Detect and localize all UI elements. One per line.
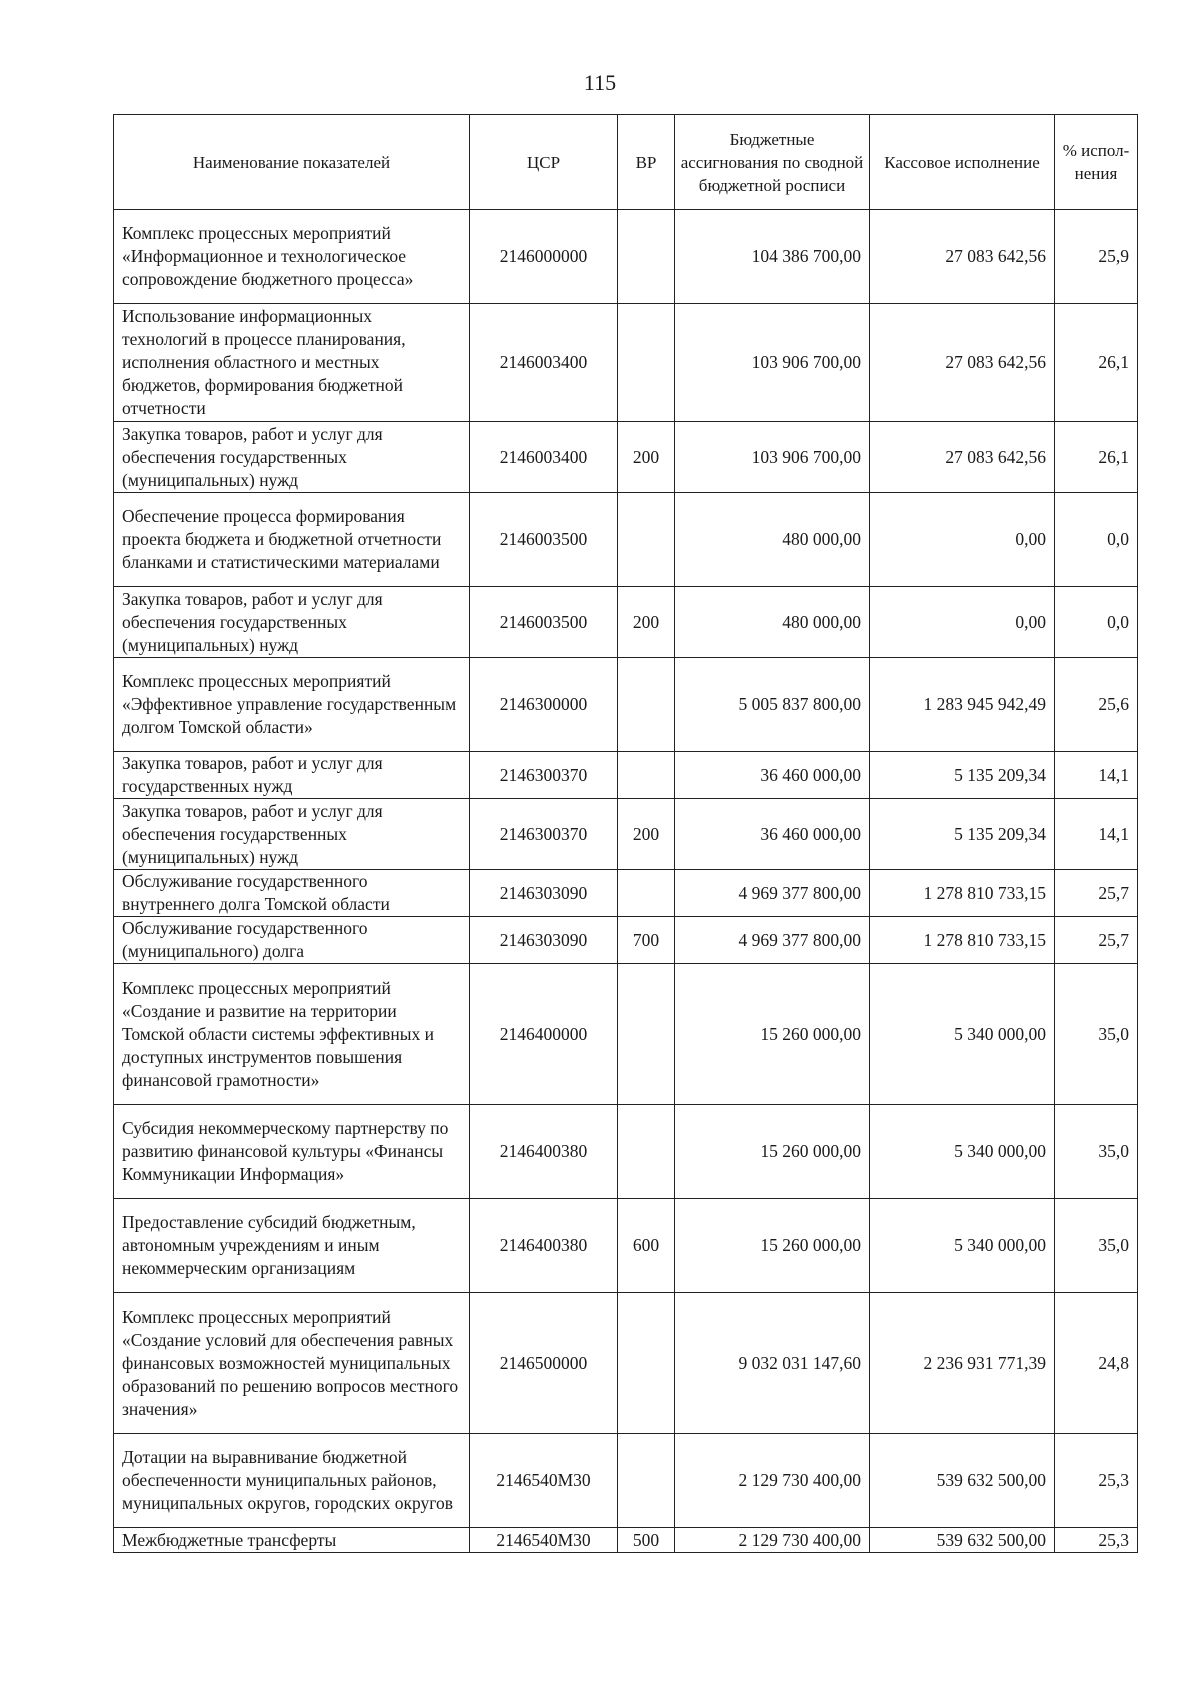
row-allocations: 103 906 700,00 bbox=[675, 304, 870, 422]
row-vr: 200 bbox=[618, 422, 675, 493]
header-cash: Кассовое исполнение bbox=[870, 115, 1055, 210]
row-csr: 2146003400 bbox=[470, 422, 618, 493]
row-csr: 2146300000 bbox=[470, 658, 618, 752]
row-allocations: 15 260 000,00 bbox=[675, 1199, 870, 1293]
row-cash: 5 135 209,34 bbox=[870, 752, 1055, 799]
row-cash: 1 278 810 733,15 bbox=[870, 870, 1055, 917]
row-percent: 0,0 bbox=[1055, 493, 1138, 587]
row-allocations: 480 000,00 bbox=[675, 587, 870, 658]
table-row bbox=[114, 1105, 1138, 1199]
row-cash: 5 135 209,34 bbox=[870, 799, 1055, 870]
table-body bbox=[114, 210, 1138, 1553]
header-row bbox=[114, 115, 1138, 210]
row-vr bbox=[618, 210, 675, 304]
table-row bbox=[114, 917, 1138, 964]
row-csr: 2146400380 bbox=[470, 1105, 618, 1199]
row-cash: 27 083 642,56 bbox=[870, 422, 1055, 493]
row-allocations: 2 129 730 400,00 bbox=[675, 1528, 870, 1553]
row-percent: 35,0 bbox=[1055, 1105, 1138, 1199]
row-cash: 5 340 000,00 bbox=[870, 1199, 1055, 1293]
row-cash: 1 283 945 942,49 bbox=[870, 658, 1055, 752]
table-row bbox=[114, 658, 1138, 752]
page-number: 115 bbox=[583, 70, 617, 95]
row-vr: 200 bbox=[618, 799, 675, 870]
row-name: Дотации на выравнивание бюджетной обеспеченности муниципальных районов, муниципальных округов, городских округов bbox=[114, 1434, 470, 1528]
row-name: Обслуживание государственного внутреннего долга Томской области bbox=[114, 870, 470, 917]
row-csr: 2146400000 bbox=[470, 964, 618, 1105]
header-name: Наименование показателей bbox=[114, 115, 470, 210]
row-allocations: 480 000,00 bbox=[675, 493, 870, 587]
row-percent: 25,7 bbox=[1055, 917, 1138, 964]
row-csr: 2146300370 bbox=[470, 752, 618, 799]
row-csr: 2146303090 bbox=[470, 870, 618, 917]
table-row bbox=[114, 304, 1138, 422]
row-name: Обеспечение процесса формирования проекта бюджета и бюджетной отчетности бланками и статистическими материалами bbox=[114, 493, 470, 587]
row-vr bbox=[618, 1293, 675, 1434]
row-percent: 35,0 bbox=[1055, 964, 1138, 1105]
row-vr bbox=[618, 870, 675, 917]
row-vr bbox=[618, 1434, 675, 1528]
row-name: Использование информационных технологий в процессе планирования, исполнения областного и местных бюджетов, формирования бюджетной отчетности bbox=[114, 304, 470, 422]
row-cash: 5 340 000,00 bbox=[870, 1105, 1055, 1199]
row-allocations: 5 005 837 800,00 bbox=[675, 658, 870, 752]
row-vr: 200 bbox=[618, 587, 675, 658]
row-allocations: 9 032 031 147,60 bbox=[675, 1293, 870, 1434]
row-name: Комплекс процессных мероприятий «Создание и развитие на территории Томской области системы эффективных и доступных инструментов повышения финансовой грамотности» bbox=[114, 964, 470, 1105]
table-row bbox=[114, 799, 1138, 870]
row-percent: 24,8 bbox=[1055, 1293, 1138, 1434]
row-percent: 14,1 bbox=[1055, 799, 1138, 870]
row-csr: 2146000000 bbox=[470, 210, 618, 304]
table-row bbox=[114, 1434, 1138, 1528]
row-cash: 2 236 931 771,39 bbox=[870, 1293, 1055, 1434]
row-csr: 2146303090 bbox=[470, 917, 618, 964]
row-percent: 26,1 bbox=[1055, 422, 1138, 493]
row-name: Комплекс процессных мероприятий «Информационное и технологическое сопровождение бюджетного процесса» bbox=[114, 210, 470, 304]
row-percent: 0,0 bbox=[1055, 587, 1138, 658]
table-row bbox=[114, 870, 1138, 917]
row-cash: 27 083 642,56 bbox=[870, 210, 1055, 304]
row-vr bbox=[618, 1105, 675, 1199]
row-allocations: 4 969 377 800,00 bbox=[675, 870, 870, 917]
row-vr bbox=[618, 658, 675, 752]
row-name: Комплекс процессных мероприятий «Эффективное управление государственным долгом Томской области» bbox=[114, 658, 470, 752]
row-cash: 539 632 500,00 bbox=[870, 1434, 1055, 1528]
row-percent: 25,6 bbox=[1055, 658, 1138, 752]
row-name: Субсидия некоммерческому партнерству по развитию финансовой культуры «Финансы Коммуникации Информация» bbox=[114, 1105, 470, 1199]
row-vr bbox=[618, 964, 675, 1105]
row-csr: 2146300370 bbox=[470, 799, 618, 870]
row-cash: 5 340 000,00 bbox=[870, 964, 1055, 1105]
row-vr bbox=[618, 304, 675, 422]
row-csr: 2146500000 bbox=[470, 1293, 618, 1434]
row-csr: 2146003400 bbox=[470, 304, 618, 422]
row-vr bbox=[618, 752, 675, 799]
header-percent: % испол-нения bbox=[1055, 115, 1138, 210]
row-name: Закупка товаров, работ и услуг для обеспечения государственных (муниципальных) нужд bbox=[114, 799, 470, 870]
row-percent: 14,1 bbox=[1055, 752, 1138, 799]
row-percent: 35,0 bbox=[1055, 1199, 1138, 1293]
row-vr: 600 bbox=[618, 1199, 675, 1293]
row-name: Закупка товаров, работ и услуг для государственных нужд bbox=[114, 752, 470, 799]
row-cash: 539 632 500,00 bbox=[870, 1528, 1055, 1553]
row-allocations: 36 460 000,00 bbox=[675, 799, 870, 870]
row-allocations: 104 386 700,00 bbox=[675, 210, 870, 304]
table-row bbox=[114, 752, 1138, 799]
row-csr: 2146540М30 bbox=[470, 1528, 618, 1553]
row-name: Обслуживание государственного (муниципального) долга bbox=[114, 917, 470, 964]
row-vr: 700 bbox=[618, 917, 675, 964]
budget-table bbox=[113, 114, 1138, 1553]
row-percent: 26,1 bbox=[1055, 304, 1138, 422]
row-allocations: 36 460 000,00 bbox=[675, 752, 870, 799]
row-cash: 27 083 642,56 bbox=[870, 304, 1055, 422]
table-row bbox=[114, 1293, 1138, 1434]
row-percent: 25,3 bbox=[1055, 1528, 1138, 1553]
row-name: Межбюджетные трансферты bbox=[114, 1528, 470, 1553]
row-percent: 25,3 bbox=[1055, 1434, 1138, 1528]
row-allocations: 4 969 377 800,00 bbox=[675, 917, 870, 964]
row-csr: 2146540М30 bbox=[470, 1434, 618, 1528]
row-percent: 25,7 bbox=[1055, 870, 1138, 917]
row-name: Комплекс процессных мероприятий «Создание условий для обеспечения равных финансовых возможностей муниципальных образований по решению вопросов местного значения» bbox=[114, 1293, 470, 1434]
row-cash: 0,00 bbox=[870, 587, 1055, 658]
table-row bbox=[114, 964, 1138, 1105]
row-name: Закупка товаров, работ и услуг для обеспечения государственных (муниципальных) нужд bbox=[114, 587, 470, 658]
table-row bbox=[114, 493, 1138, 587]
table-row bbox=[114, 1528, 1138, 1553]
table-row bbox=[114, 587, 1138, 658]
row-allocations: 15 260 000,00 bbox=[675, 964, 870, 1105]
row-vr bbox=[618, 493, 675, 587]
header-vr: ВР bbox=[618, 115, 675, 210]
row-cash: 1 278 810 733,15 bbox=[870, 917, 1055, 964]
table-row bbox=[114, 422, 1138, 493]
row-vr: 500 bbox=[618, 1528, 675, 1553]
table-row bbox=[114, 1199, 1138, 1293]
table-row bbox=[114, 210, 1138, 304]
row-csr: 2146400380 bbox=[470, 1199, 618, 1293]
row-allocations: 15 260 000,00 bbox=[675, 1105, 870, 1199]
row-percent: 25,9 bbox=[1055, 210, 1138, 304]
row-allocations: 103 906 700,00 bbox=[675, 422, 870, 493]
row-name: Предоставление субсидий бюджетным, автономным учреждениям и иным некоммерческим организациям bbox=[114, 1199, 470, 1293]
header-csr: ЦСР bbox=[470, 115, 618, 210]
row-name: Закупка товаров, работ и услуг для обеспечения государственных (муниципальных) нужд bbox=[114, 422, 470, 493]
row-csr: 2146003500 bbox=[470, 587, 618, 658]
row-csr: 2146003500 bbox=[470, 493, 618, 587]
row-cash: 0,00 bbox=[870, 493, 1055, 587]
header-allocations: Бюджетные ассигнования по сводной бюджетной росписи bbox=[675, 115, 870, 210]
row-allocations: 2 129 730 400,00 bbox=[675, 1434, 870, 1528]
